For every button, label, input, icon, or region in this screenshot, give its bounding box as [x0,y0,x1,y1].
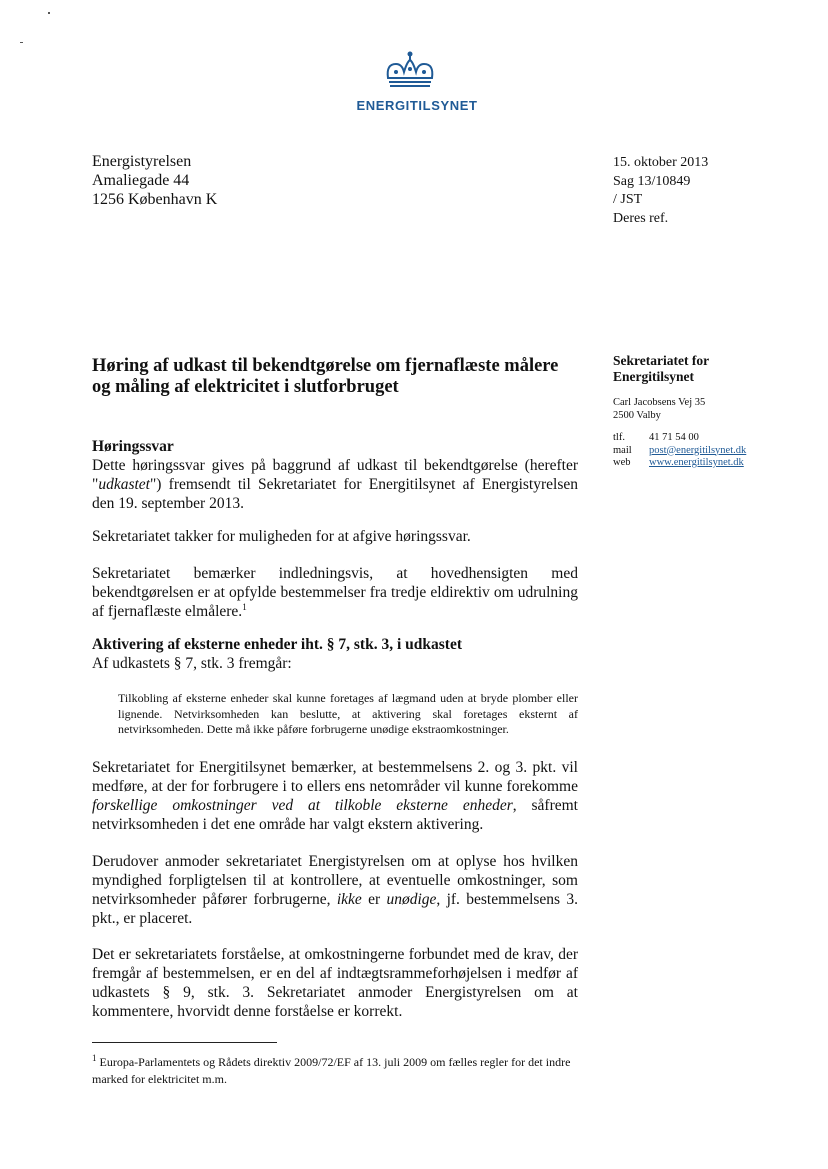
tlf-label: tlf. [613,432,625,443]
section-heading: Høringssvar [92,438,174,455]
web-label: web [613,457,631,468]
recipient-line: Amaliegade 44 [92,172,190,189]
footnote [92,1054,578,1088]
paragraph: Dette høringssvar gives på baggrund af udkast til bekendtgørelse (herefter "udkastet") fremsendt til Sekretariatet for Energitilsynet af Energistyrelsen den 19. september 2013. [92,457,578,512]
recipient-line: 1256 København K [92,191,218,208]
brand-name: ENERGITILSYNET [356,98,478,113]
letter-date: 15. oktober 2013 [613,155,709,170]
web-link[interactable]: www.energitilsynet.dk [649,457,744,468]
initials: / JST [613,192,643,207]
tlf-value: 41 71 54 00 [649,432,699,443]
letter-meta [613,154,708,228]
sidebar-city: 2500 Valby [613,410,661,421]
paragraph: Sekretariatet for Energitilsynet bemærker, at bestemmelsens 2. og 3. pkt. vil medføre, at der for forbrugere i to ellers ens netområder vil kunne forekomme forskellige omkostninger ved at tilkoble eksterne enheder, såfremt netvirksomheden i det ene område har valgt ekstern aktivering. [92,759,578,833]
scan-speck [20,42,23,43]
sidebar-contact [613,432,746,470]
recipient-line: Energistyrelsen [92,153,192,170]
title-line: og måling af elektricitet i slutforbruget [92,377,399,397]
sidebar-heading-line: Sekretariatet for [613,353,710,368]
recipient-address [92,152,217,209]
footnote-ref: 1 [242,601,247,612]
paragraph: Af udkastets § 7, stk. 3 fremgår: [92,655,292,672]
paragraph: Derudover anmoder sekretariatet Energistyrelsen om at oplyse hos hvilken myndighed forpligtelsen til at kontrollere, at eventuelle omkostninger, som netvirksomheder påfører forbrugerne, ikke er unødige, jf. bestemmelsens 3. pkt., er placeret. [92,853,578,927]
sidebar-street: Carl Jacobsens Vej 35 [613,397,706,408]
paragraph: Det er sekretariatets forståelse, at omkostningerne forbundet med de krav, der fremgår af bestemmelsen, er en del af indtægtsrammeforhøjelsen i medfør af udkastets § 9, stk. 3. Sekretariatet anmoder Energistyrelsen om at kommentere, hvorvidt denne forståelse er korrekt. [92,946,578,1020]
block-quote: Tilkobling af eksterne enheder skal kunne foretages af lægmand uden at bryde plomber eller lignende. Netvirksomheden kan beslutte, at aktivering skal foretages eksternt af netvirksomheden. Dette må ikke påføre forbrugerne unødige ekstraomkostninger. [118,691,578,736]
footnote-text: Europa-Parlamentets og Rådets direktiv 2009/72/EF af 13. juli 2009 om fælles regler for det indre marked for elektricitet m.m. [92,1055,571,1086]
sidebar-heading-line: Energitilsynet [613,369,694,384]
paragraph: Sekretariatet bemærker indledningsvis, at hovedhensigten med bekendtgørelsen er at opfylde bestemmelser fra tredje eldirektiv om udrulning af fjernaflæste elmålere.$^1$ [92,565,578,620]
footnote-divider [92,1042,277,1043]
scan-speck [48,12,50,14]
title-line: Høring af udkast til bekendtgørelse om fjernaflæste målere [92,356,559,376]
section-heading: Aktivering af eksterne enheder iht. § 7, stk. 3, i udkastet [92,636,462,653]
mail-label: mail [613,444,632,456]
sidebar-address [613,396,705,422]
sidebar-heading [613,353,709,385]
paragraph: Sekretariatet takker for muligheden for at afgive høringssvar. [92,528,471,545]
mail-link[interactable]: post@energitilsynet.dk [649,444,747,456]
section-hoeringssvar [92,437,578,513]
footnote-number: 1 [92,1053,97,1063]
section-aktivering [92,635,578,673]
letter-title [92,356,592,398]
crown-icon [380,50,440,92]
case-number: Sag 13/10849 [613,173,691,189]
your-ref: Deres ref. [613,210,669,226]
